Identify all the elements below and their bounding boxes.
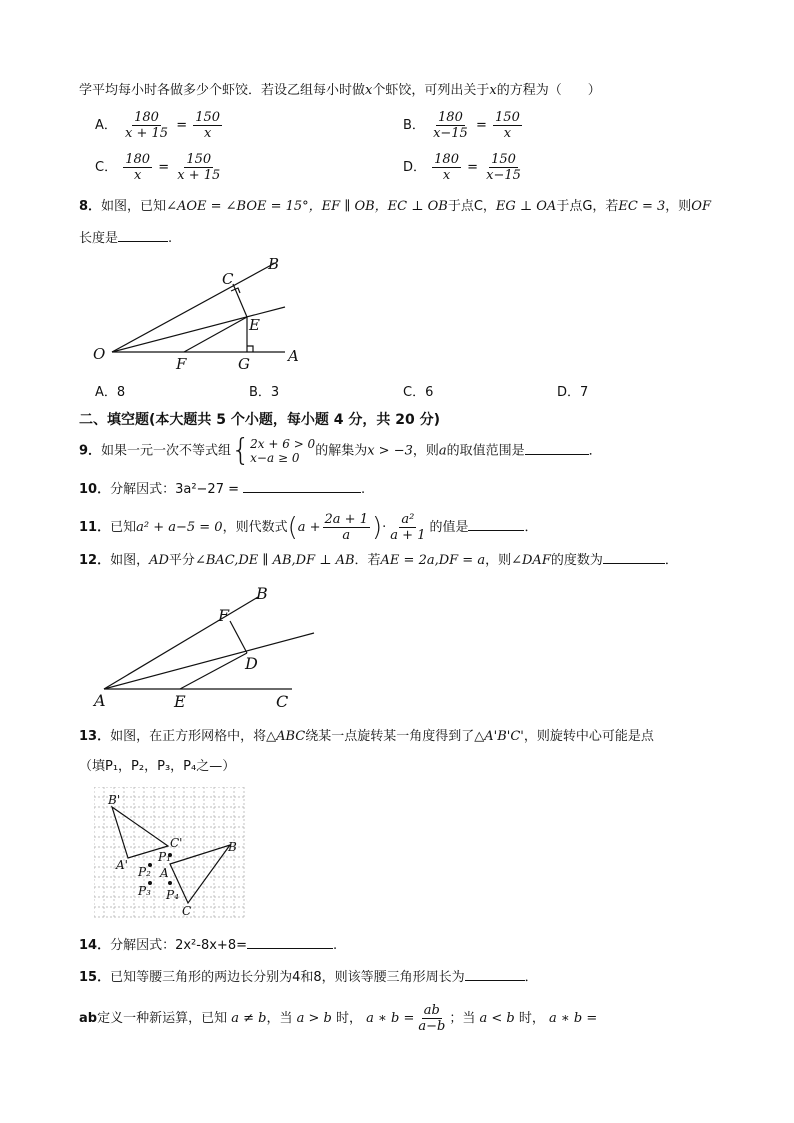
q8-label-c: C — [222, 270, 234, 288]
q7-option-d[interactable]: D． $\frac{180}{x}$ = $\frac{150}{x-15}$ — [403, 152, 521, 183]
q8-option-d[interactable]: D．7 — [557, 385, 589, 400]
q10-stem: 10．分解因式：3a²−27 = . — [79, 482, 366, 497]
q13-stem-line2: （填P₁，P₂，P₃，P₄之—） — [79, 759, 236, 774]
q13-triangle-abc — [170, 845, 230, 903]
q12-figure — [90, 583, 330, 713]
q12-label-d: D — [245, 654, 258, 673]
q8-label-e: E — [249, 316, 260, 334]
q13-label-p4: P₄ — [166, 888, 179, 902]
q11-stem: 11．已知a² + a−5 = 0，则代数式(a + $\frac{2a + 1}{a}$ )· $\frac{\text{a²}}{a + 1}$ 的值是 ． — [79, 512, 538, 543]
q12-label-f: F — [218, 606, 230, 625]
q16-stem: ab定义一种新运算，已知 a ≠ b，当 a > b 时， a ∗ b = $\frac{ab}{a-b}$ ；当 a < b 时， a ∗ b = — [79, 1003, 598, 1034]
q13-grid-figure — [94, 787, 254, 927]
q8-option-b[interactable]: B．3 — [249, 385, 280, 400]
q8-stem: 8．如图，已知∠AOE = ∠BOE = 15°，EF ∥ OB，EC ⊥ OB于点C，EG ⊥ OA于点G，若EC = 3，则OF — [79, 199, 711, 214]
q8-line-ob — [112, 263, 275, 352]
q8-label-b: B — [268, 255, 280, 273]
q8-label-a: A — [288, 347, 299, 365]
q8-figure — [90, 255, 310, 375]
q13-point-p4 — [168, 881, 172, 885]
q7-eq-d: = — [467, 160, 479, 175]
q9-stem: 9．如果一元一次不等式组 { 2x + 6 > 0 x−a ≥ 0 的解集为x > −3，则a的取值范围是 ． — [79, 433, 602, 468]
q13-label-b1: B' — [108, 793, 121, 807]
q9-answer-blank[interactable] — [525, 442, 589, 455]
q12-line-df — [230, 621, 247, 653]
q12-stem: 12．如图，AD平分∠BAC,DE ∥ AB,DF ⊥ AB．若AE = 2a,DF = a，则∠DAF的度数为 ． — [79, 553, 678, 568]
q13-label-b: B — [228, 840, 237, 854]
q12-line-ad — [104, 633, 314, 689]
q12-line-de — [180, 653, 247, 689]
q8-option-a[interactable]: A．8 — [95, 385, 126, 400]
q14-answer-blank[interactable] — [247, 936, 333, 949]
q12-label-e: E — [174, 692, 186, 711]
q8-answer-blank[interactable] — [118, 229, 168, 242]
q13-label-a: A — [160, 866, 169, 880]
q13-label-c: C — [182, 904, 192, 918]
q8-label-o: O — [93, 345, 106, 363]
q8-right-angle-g — [247, 346, 253, 352]
q12-line-ab — [104, 597, 258, 689]
q13-stem: 13．如图，在正方形网格中，将△ABC绕某一点旋转某一角度得到了△A'B'C'，则旋转中心可能是点 — [79, 729, 654, 744]
q12-label-a: A — [94, 691, 106, 710]
q9-inequality-system: { 2x + 6 > 0 x−a ≥ 0 — [231, 433, 316, 468]
q8-label-g: G — [238, 355, 250, 373]
q15-stem: 15．已知等腰三角形的两边长分别为4和8，则该等腰三角形周长为 ． — [79, 970, 538, 985]
q11-answer-blank[interactable] — [468, 518, 524, 531]
q13-label-p2: P₂ — [138, 865, 151, 879]
q10-answer-blank[interactable] — [243, 480, 361, 493]
q7-option-b[interactable]: B． $\frac{180}{x-15}$ = $\frac{150}{x}$ — [403, 110, 520, 141]
q7-eq-b: = — [475, 118, 487, 133]
q12-answer-blank[interactable] — [603, 551, 665, 564]
q12-label-c: C — [276, 692, 289, 711]
q13-label-c1: C' — [170, 836, 183, 850]
q8-line-ef — [184, 317, 247, 352]
q13-label-a1: A' — [116, 858, 128, 872]
q7-option-a[interactable]: A． $\frac{180}{x + 15}$ = $\frac{150}{x}$ — [95, 110, 221, 141]
q8-label-f: F — [176, 355, 187, 373]
q13-label-p3: P₃ — [138, 884, 151, 898]
q12-label-b: B — [256, 584, 268, 603]
q7-stem: 学平均每小时各做多少个虾饺．若设乙组每小时做x个虾饺，可列出关于x的方程为（ ） — [79, 83, 601, 98]
q8-option-c[interactable]: C．6 — [403, 385, 434, 400]
section2-title: 二、填空题(本大题共 5 个小题，每小题 4 分，共 20 分) — [79, 412, 441, 428]
q7-option-c[interactable]: C． $\frac{180}{x}$ = $\frac{150}{x + 15}$ — [95, 152, 221, 183]
q7-eq-c: = — [158, 160, 170, 175]
q15-answer-blank[interactable] — [465, 968, 525, 981]
q14-stem: 14．分解因式：2x²-8x+8= . — [79, 938, 338, 953]
q7-var2: x — [489, 83, 497, 98]
q13-label-p1: P₁ — [158, 850, 171, 864]
q8-stem-line2: 长度是 . — [79, 231, 173, 246]
